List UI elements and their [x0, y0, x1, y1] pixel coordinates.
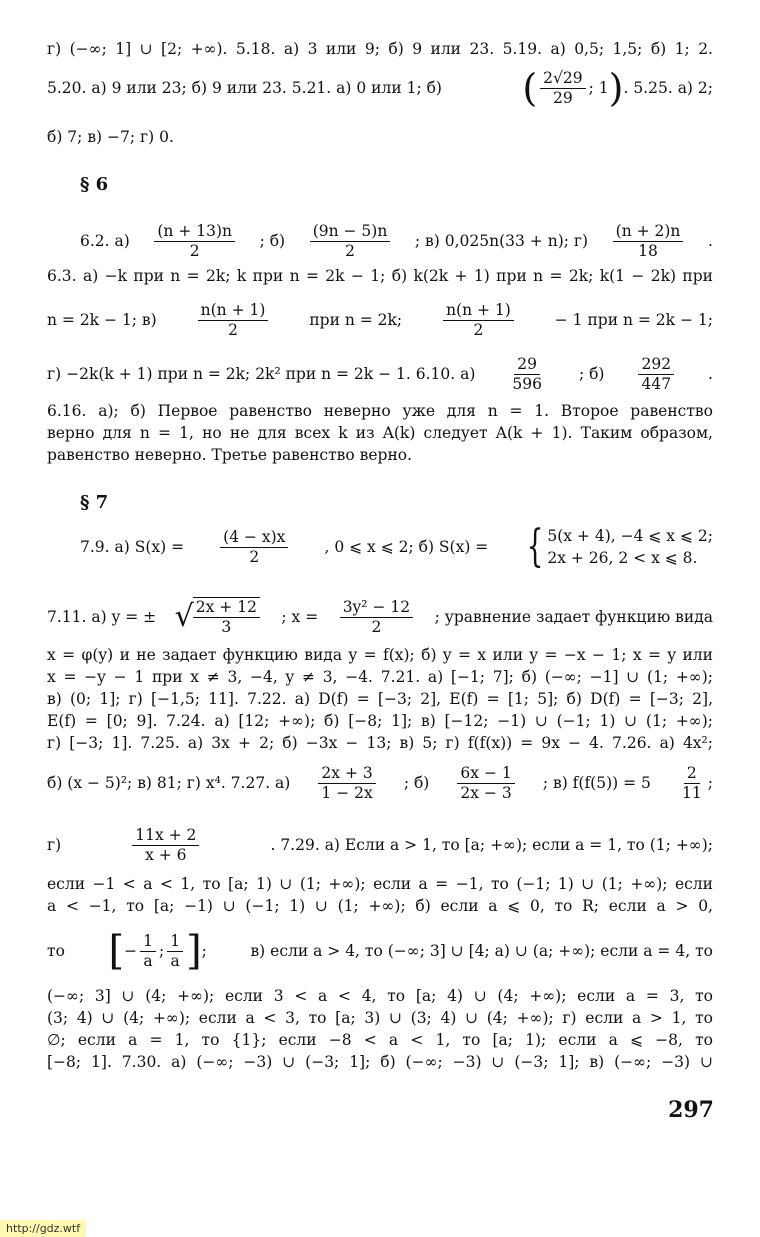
numerator: n(n + 1)	[443, 301, 514, 321]
numerator: 6x − 1	[457, 764, 514, 784]
fraction	[193, 597, 260, 637]
answer-7-9-row	[80, 522, 713, 572]
denominator: a	[143, 951, 153, 970]
answer-7-11-row	[47, 594, 713, 640]
fraction	[638, 355, 674, 394]
fraction	[154, 222, 235, 261]
text-line: если −1 < a < 1, то [a; 1) ∪ (1; +∞); если a = −1, то (−1; 1) ∪ (1; +∞); если	[47, 875, 713, 893]
fraction	[613, 222, 684, 261]
text-line: x = φ(y) и не задает функцию вида y = f(x); б) y = x или y = −x − 1; x = y или	[47, 646, 713, 664]
text-segment: n = 2k − 1; в)	[47, 311, 157, 329]
text-line: ∅; если a = 1, то {1}; если −8 < a < 1, то [a; 1); если a ⩽ −8, то	[47, 1031, 713, 1049]
watermark-link[interactable]: http://gdz.wtf	[0, 1220, 86, 1237]
text-line: 6.16. а); б) Первое равенство неверно уже для n = 1. Второе равенство	[47, 402, 713, 420]
denominator: 2	[371, 617, 382, 636]
denominator: 596	[512, 374, 542, 393]
text-line: (−∞; 3] ∪ (4; +∞); если 3 < a < 4, то [a; 4) ∪ (4; +∞); если a = 3, то	[47, 987, 713, 1005]
text-segment: при n = 2k;	[309, 311, 403, 329]
text-line: [−8; 1]. 7.30. а) (−∞; −3) ∪ (−3; 1]; б) (−∞; −3) ∪ (−3; 1]; в) (−∞; −3) ∪	[47, 1053, 713, 1071]
text-segment: ; б)	[403, 774, 430, 792]
case-row: 2x + 26, 2 < x ⩽ 8.	[547, 549, 698, 567]
text-segment: . 7.29. а) Если a > 1, то [a; +∞); если a = 1, то (1; +∞);	[270, 836, 713, 854]
answer-7-29-row	[47, 822, 713, 868]
numerator: (9n − 5)n	[310, 222, 391, 242]
numerator: 11x + 2	[132, 826, 199, 846]
denominator: 447	[641, 374, 672, 393]
text-line: 6.3. а) −k при n = 2k; k при n = 2k − 1; б) k(2k + 1) при n = 2k; k(1 − 2k) при	[47, 267, 713, 285]
numerator: (n + 13)n	[154, 222, 235, 242]
text-line: a < −1, то [a; −1) ∪ (−1; 1) ∪ (1; +∞); б) если a ⩽ 0, то R; если a > 0,	[47, 897, 713, 915]
answer-7-27-row	[47, 760, 713, 806]
text-segment: 7.9. а) S(x) =	[80, 538, 185, 556]
denominator: 2x − 3	[460, 783, 512, 802]
numerator: n(n + 1)	[198, 301, 269, 321]
text-segment: 6.2. а)	[80, 232, 130, 250]
answer-5-20-row	[47, 66, 713, 110]
bracket-expression: ( $\frac{2√29}{29}$ ; 1 ) . 5.25. а) 2;	[522, 66, 713, 110]
answer-7-29-bracket-row	[47, 926, 713, 976]
text-line: (3; 4) ∪ (4; +∞); если a < 3, то [a; 3) ∪ (3; 4) ∪ (4; +∞); г) если a > 1, то	[47, 1009, 713, 1027]
numerator: 2x + 12	[193, 598, 260, 618]
fraction	[198, 301, 269, 340]
fraction	[132, 826, 199, 865]
text-segment: ; x =	[281, 608, 319, 626]
numerator: 3y² − 12	[340, 598, 413, 618]
text-segment: , 0 ⩽ x ⩽ 2; б) S(x) =	[324, 538, 489, 556]
denominator: 18	[638, 241, 658, 260]
square-root: √ $\frac{2x + 12}{3}$	[175, 597, 263, 637]
text-segment: ; 1	[588, 79, 609, 97]
text-segment: ; б)	[578, 365, 605, 383]
denominator: 2	[189, 241, 200, 260]
text-line: верно для n = 1, но не для всех k из A(k) следует A(k + 1). Таким образом,	[47, 424, 713, 442]
bracket-expression: [ − $\frac{1}{a}$ ; $\frac{1}{a}$ ] ;	[108, 928, 207, 974]
text-line: E(f) = [0; 9]. 7.24. а) [12; +∞); б) [−8; 1]; в) [−12; −1) ∪ (−1; 1) ∪ (1; +∞);	[47, 712, 713, 730]
text-line: x = −y − 1 при x ≠ 3, −4, y ≠ 3, −4. 7.21. а) [−1; 7]; б) (−∞; −1] ∪ (1; +∞);	[47, 668, 713, 686]
fraction	[509, 355, 545, 394]
denominator: 2	[249, 547, 260, 566]
text-segment: − 1 при n = 2k − 1;	[554, 311, 713, 329]
text-segment: б) (x − 5)²; в) 81; г) x⁴. 7.27. а)	[47, 774, 291, 792]
section-heading: § 7	[80, 492, 109, 513]
text-line: г) (−∞; 1] ∪ [2; +∞). 5.18. а) 3 или 9; б) 9 или 23. 5.19. а) 0,5; 1,5; б) 1; 2.	[47, 40, 713, 58]
piecewise-function: { 5(x + 4), −4 ⩽ x ⩽ 2; 2x + 26, 2 < x ⩽ 8.	[526, 521, 713, 572]
numerator: 1	[140, 932, 156, 952]
fraction	[167, 932, 183, 971]
denominator: 2	[345, 241, 355, 260]
fraction	[443, 301, 514, 340]
answer-6-2-row	[80, 220, 713, 262]
text-segment: ; в) 0,025n(33 + n); г)	[414, 232, 589, 250]
numerator: 2√29	[540, 69, 585, 89]
fraction	[457, 764, 514, 803]
answer-6-10-row	[47, 352, 713, 396]
text-segment: ;	[707, 774, 713, 792]
denominator: 29	[553, 88, 573, 107]
text-segment: то	[47, 942, 65, 960]
text-segment: г) −2k(k + 1) при n = 2k; 2k² при n = 2k − 1. 6.10. а)	[47, 365, 476, 383]
denominator: 11	[681, 783, 702, 802]
text-segment: .	[707, 232, 713, 250]
text-line: равенство неверно. Третье равенство верно.	[47, 446, 413, 464]
fraction	[540, 69, 585, 108]
numerator: (4 − x)x	[220, 528, 288, 548]
fraction	[140, 932, 156, 971]
text-segment: . 5.25. а) 2;	[623, 79, 713, 97]
denominator: 2	[473, 320, 484, 339]
text-segment: 5.20. а) 9 или 23; б) 9 или 23. 5.21. а) 0 или 1; б)	[47, 79, 442, 97]
section-heading: § 6	[80, 174, 109, 195]
numerator: 292	[638, 355, 674, 375]
text-segment: ; уравнение задает функцию вида	[434, 608, 713, 626]
text-segment: г)	[47, 836, 62, 854]
numerator: 2x + 3	[318, 764, 375, 784]
text-segment: в) если a > 4, то (−∞; 3] ∪ [4; a) ∪ (a; +∞); если a = 4, то	[250, 942, 713, 960]
text-line: г) [−3; 1]. 7.25. а) 3x + 2; б) −3x − 13; в) 5; г) f(f(x)) = 9x − 4. 7.26. а) 4x²;	[47, 734, 713, 752]
fraction	[310, 222, 391, 261]
fraction	[220, 528, 288, 567]
text-line: б) 7; в) −7; г) 0.	[47, 128, 174, 146]
denominator: x + 6	[145, 845, 187, 864]
text-segment: .	[708, 365, 713, 383]
page-number: 297	[668, 1097, 714, 1123]
fraction	[679, 764, 705, 803]
case-row: 5(x + 4), −4 ⩽ x ⩽ 2;	[547, 527, 713, 545]
denominator: a	[170, 951, 180, 970]
numerator: 29	[514, 355, 540, 375]
numerator: 1	[167, 932, 183, 952]
text-line: в) (0; 1]; г) [−1,5; 11]. 7.22. а) D(f) = [−3; 2], E(f) = [1; 5]; б) D(f) = [−3; 2],	[47, 690, 713, 708]
fraction	[340, 598, 413, 637]
denominator: 2	[228, 320, 238, 339]
denominator: 1 − 2x	[321, 783, 373, 802]
text-segment: ; в) f(f(5)) = 5	[542, 774, 651, 792]
numerator: (n + 2)n	[613, 222, 684, 242]
text-segment: 7.11. а) y = ±	[47, 608, 157, 626]
numerator: 2	[684, 764, 700, 784]
fraction	[318, 764, 375, 803]
denominator: 3	[221, 618, 232, 636]
text-segment: ; б)	[259, 232, 286, 250]
answer-6-3-row	[47, 298, 713, 342]
